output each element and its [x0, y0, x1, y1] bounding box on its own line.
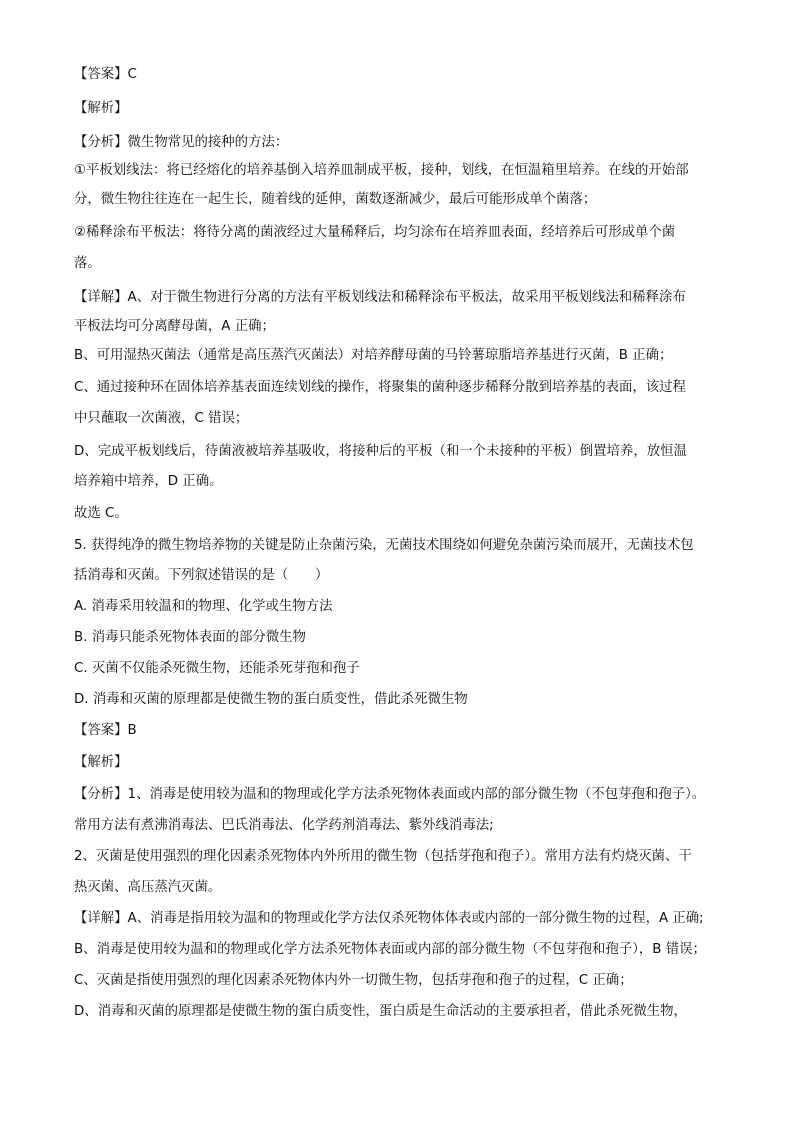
q4-conclusion: 故选 C。: [74, 506, 128, 521]
q5-fenxi-line: 【分析】1、消毒是使用较为温和的物理或化学方法杀死物体表面或内部的部分微生物（不包芽孢和孢子）。: [74, 787, 706, 802]
q5-option-d: D. 消毒和灭菌的原理都是使微生物的蛋白质变性，借此杀死微生物: [74, 692, 468, 707]
q4-xiangjie-line: C、通过接种环在固体培养基表面连续划线的操作，将聚集的菌种逐步稀释分散到培养基的表面，该过程: [74, 380, 686, 395]
q5-answer: 【答案】B: [74, 723, 137, 738]
q4-fenxi-line: ②稀释涂布平板法：将待分离的菌液经过大量稀释后，均匀涂布在培养皿表面，经培养后可形成单个菌: [74, 225, 676, 240]
q4-fenxi-line: 落。: [74, 256, 101, 271]
q5-xiangjie-line: D、消毒和灭菌的原理都是使微生物的蛋白质变性，蛋白质是生命活动的主要承担者，借此杀死微生物，: [74, 1004, 687, 1019]
q4-xiangjie-line: 培养箱中培养，D 正确。: [74, 474, 223, 489]
q5-jiexi-heading: 【解析】: [74, 755, 128, 770]
q4-jiexi-heading: 【解析】: [74, 101, 128, 116]
q4-fenxi-line: 【分析】微生物常见的接种的方法：: [74, 135, 289, 150]
q4-xiangjie-line: 中只蘸取一次菌液，C 错误；: [74, 411, 249, 426]
q4-fenxi-line: 分，微生物往往连在一起生长，随着线的延伸，菌数逐渐减少，最后可能形成单个菌落；: [74, 192, 597, 207]
q4-xiangjie-line: D、完成平板划线后，待菌液被培养基吸收，将接种后的平板（和一个未接种的平板）倒置培养，放恒温: [74, 444, 687, 459]
q5-fenxi-line: 常用方法有煮沸消毒法、巴氏消毒法、化学药剂消毒法、紫外线消毒法;: [74, 818, 494, 833]
q5-option-b: B. 消毒只能杀死物体表面的部分微生物: [74, 630, 306, 645]
q5-option-c: C. 灭菌不仅能杀死微生物，还能杀死芽孢和孢子: [74, 661, 360, 676]
q5-fenxi-line: 2、灭菌是使用强烈的理化因素杀死物体内外所用的微生物（包括芽孢和孢子）。常用方法有灼烧灭菌、干: [74, 849, 692, 864]
q4-fenxi-line: ①平板划线法：将已经熔化的培养基倒入培养皿制成平板，接种，划线，在恒温箱里培养。在线的开始部: [74, 163, 689, 178]
q4-xiangjie-line: 平板法均可分离酵母菌，A 正确；: [74, 319, 275, 334]
q5-xiangjie-line: C、灭菌是指使用强烈的理化因素杀死物体内外一切微生物，包括芽孢和孢子的过程，C 正确；: [74, 973, 633, 988]
q5-stem-line: 5. 获得纯净的微生物培养物的关键是防止杂菌污染，无菌技术围绕如何避免杂菌污染而展开，无菌技术包: [74, 538, 694, 553]
q4-xiangjie-line: 【详解】A、对于微生物进行分离的方法有平板划线法和稀释涂布平板法，故采用平板划线法和稀释涂布: [74, 290, 686, 305]
q5-stem-line: 括消毒和灭菌。下列叙述错误的是（ ）: [74, 568, 329, 583]
q5-xiangjie-line: B、消毒是使用较为温和的物理或化学方法杀死物体表面或内部的部分微生物（不包芽孢和孢子），B 错误；: [74, 942, 706, 957]
q4-xiangjie-line: B、可用湿热灭菌法（通常是高压蒸汽灭菌法）对培养酵母菌的马铃薯琼脂培养基进行灭菌，B 正确；: [74, 348, 673, 363]
q4-answer: 【答案】C: [74, 67, 137, 82]
q5-option-a: A. 消毒采用较温和的物理、化学或生物方法: [74, 599, 333, 614]
q5-fenxi-line: 热灭菌、高压蒸汽灭菌。: [74, 880, 222, 895]
q5-xiangjie-line: 【详解】A、消毒是指用较为温和的物理或化学方法仅杀死物体体表或内部的一部分微生物的过程，A 正确;: [74, 911, 704, 926]
